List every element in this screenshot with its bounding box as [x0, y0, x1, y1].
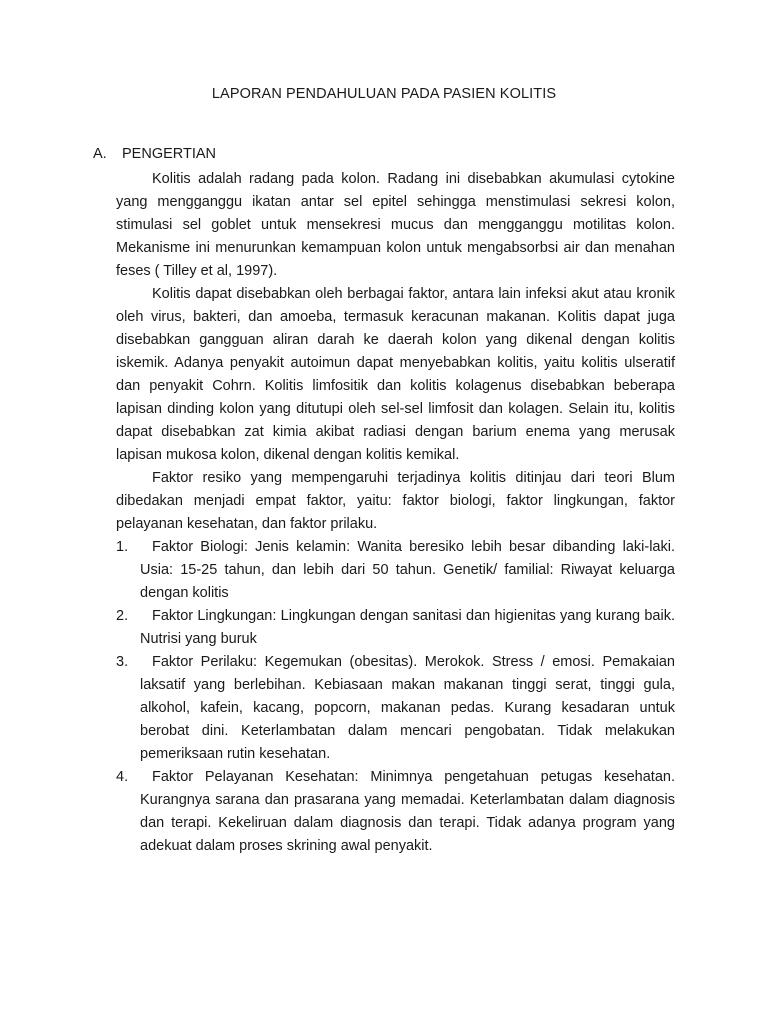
list-number: 1. — [116, 539, 129, 555]
paragraph-causes: Kolitis dapat disebabkan oleh berbagai faktor, antara lain infeksi akut atau kronik oleh virus, bakteri, dan amoeba, termasuk keracunan makanan. Kolitis dapat juga disebabkan gangguan aliran darah ke daerah kolon yang dikenal dengan kolitis iskemik. Adanya penyakit autoimun dapat menyebabkan kolitis, yaitu kolitis ulseratif dan penyakit Cohrn. Kolitis limfositik dan kolitis kolagenus disebabkan beberapa lapisan dinding kolon yang ditutupi oleh sel-sel limfosit dan kolagen. Selain itu, kolitis dapat disebabkan zat kimia akibat radiasi dengan barium enema yang merusak lapisan mukosa kolon, dikenal dengan kolitis kemikal. — [116, 286, 675, 463]
list-number: 2. — [116, 608, 129, 624]
list-item — [116, 766, 675, 858]
list-number: 3. — [116, 654, 129, 670]
paragraph-risk-factors: Faktor resiko yang mempengaruhi terjadinya kolitis ditinjau dari teori Blum dibedakan menjadi empat faktor, yaitu: faktor biologi, faktor lingkungan, faktor pelayanan kesehatan, dan faktor prilaku. — [116, 470, 675, 532]
list-text: Faktor Biologi: Jenis kelamin: Wanita beresiko lebih besar dibanding laki-laki. Usia: 15-25 tahun, dan lebih dari 50 tahun. Genetik/ familial: Riwayat keluarga dengan kolitis — [140, 539, 675, 601]
list-text: Faktor Perilaku: Kegemukan (obesitas). Merokok. Stress / emosi. Pemakaian laksatif yang berlebihan. Kebiasaan makan makanan tinggi serat, tinggi gula, alkohol, kafein, kacang, popcorn, makanan pedas. Kurang kesadaran untuk berobat dini. Keterlambatan dalam mencari pengobatan. Tidak melakukan pemeriksaan rutin kesehatan. — [140, 654, 675, 762]
section-title: PENGERTIAN — [122, 146, 217, 162]
paragraph-definition: Kolitis adalah radang pada kolon. Radang ini disebabkan akumulasi cytokine yang mengganggu ikatan antar sel epitel sehingga menstimulasi sekresi kolon, stimulasi sel goblet untuk mensekresi mucus dan mengganggu motilitas kolon. Mekanisme ini menurunkan kemampuan kolon untuk mengabsorbsi air dan menahan feses ( Tilley et al, 1997). — [116, 171, 675, 279]
document-body — [116, 168, 675, 858]
list-item — [116, 651, 675, 766]
document-title: LAPORAN PENDAHULUAN PADA PASIEN KOLITIS — [211, 86, 557, 102]
list-text: Faktor Lingkungan: Lingkungan dengan sanitasi dan higienitas yang kurang baik. Nutrisi yang buruk — [140, 608, 675, 647]
risk-factor-list — [116, 536, 675, 858]
list-item — [116, 536, 675, 605]
list-item — [116, 605, 675, 651]
section-heading — [93, 146, 216, 162]
list-number: 4. — [116, 769, 129, 785]
list-text: Faktor Pelayanan Kesehatan: Minimnya pengetahuan petugas kesehatan. Kurangnya sarana dan prasarana yang memadai. Keterlambatan dalam diagnosis dan terapi. Kekeliruan dalam diagnosis dan terapi. Tidak adanya program yang adekuat dalam proses skrining awal penyakit. — [140, 769, 675, 854]
section-letter: A. — [93, 146, 107, 162]
